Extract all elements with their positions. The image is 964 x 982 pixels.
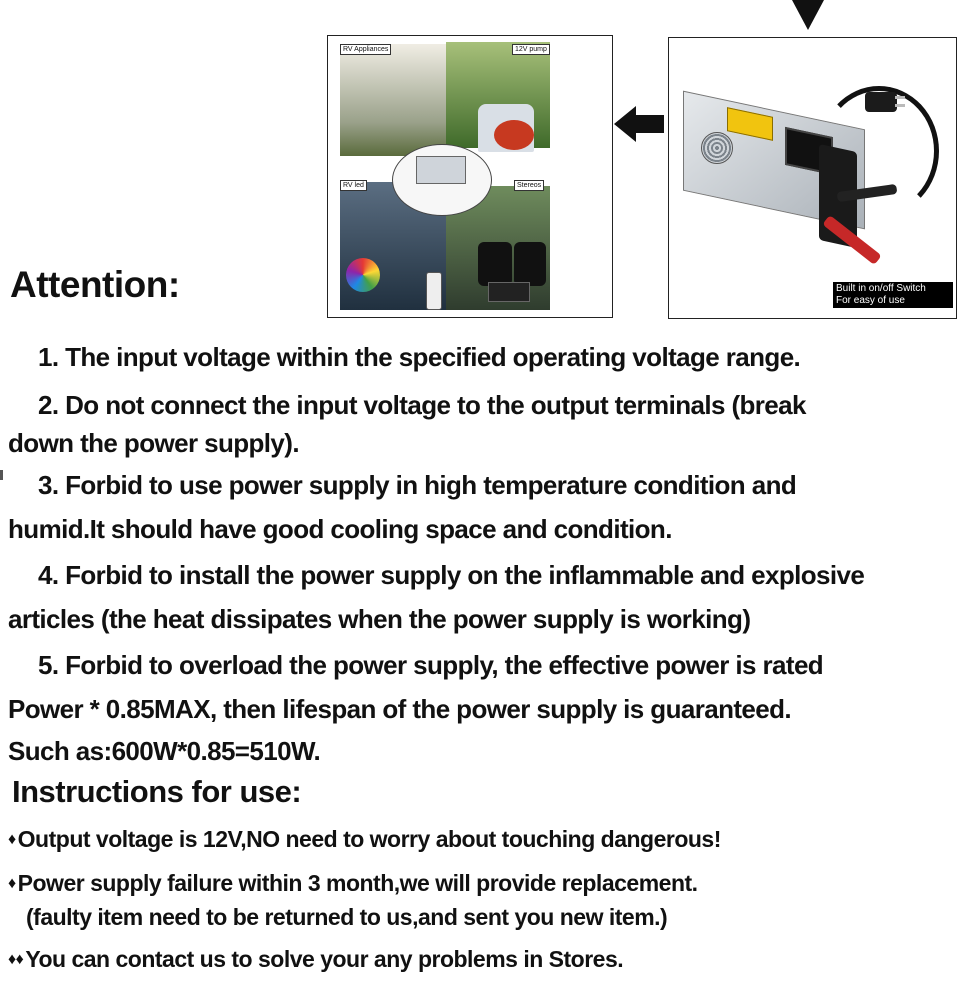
switch-caption-line-2: For easy of use <box>836 295 905 306</box>
speaker-icon <box>478 242 512 286</box>
radio-icon <box>488 282 530 302</box>
attention-line: 5. Forbid to overload the power supply, the effective power is rated <box>38 650 824 680</box>
attention-line: Such as:600W*0.85=510W. <box>8 736 321 766</box>
attention-line: 2. Do not connect the input voltage to the output terminals (break <box>38 390 806 420</box>
instruction-item-text: You can contact us to solve your any problems in Stores. <box>25 946 624 972</box>
instruction-item-continued: (faulty item need to be returned to us,and sent you new item.) <box>26 904 668 930</box>
remote-control-icon <box>426 272 442 310</box>
diamond-bullet-icon: ♦ <box>8 875 16 892</box>
attention-line: down the power supply). <box>8 428 299 458</box>
instruction-item <box>8 826 721 853</box>
rv-appliances-photo <box>340 44 450 156</box>
attention-line: 3. Forbid to use power supply in high temperature condition and <box>38 470 797 500</box>
plug-pins <box>895 96 905 99</box>
instructions-heading: Instructions for use: <box>12 774 302 809</box>
speaker-icon <box>514 242 546 286</box>
power-supply-thumbnail <box>416 156 466 184</box>
applications-collage-image <box>327 35 613 318</box>
edge-mark <box>0 470 3 480</box>
double-diamond-bullet-icon: ♦♦ <box>8 951 24 968</box>
collage-label-pump: 12V pump <box>512 44 550 55</box>
instruction-item-text: Output voltage is 12V,NO need to worry about touching dangerous! <box>17 826 721 852</box>
attention-line: humid.It should have good cooling space and condition. <box>8 514 672 544</box>
led-strip-icon <box>346 258 380 292</box>
instruction-item <box>8 870 698 897</box>
power-plug-icon <box>865 92 897 112</box>
pump-photo <box>494 120 534 150</box>
left-arrow-icon <box>614 112 666 136</box>
switch-caption <box>833 282 953 308</box>
attention-heading: Attention: <box>10 264 180 305</box>
attention-line: Power * 0.85MAX, then lifespan of the power supply is guaranteed. <box>8 694 792 724</box>
down-arrow-icon <box>792 0 824 30</box>
diamond-bullet-icon: ♦ <box>8 831 16 848</box>
collage-label-rv-appliances: RV Appliances <box>340 44 391 55</box>
attention-line: articles (the heat dissipates when the power supply is working) <box>8 604 751 634</box>
power-supply-product-image <box>668 37 957 319</box>
collage-label-rv-led: RV led <box>340 180 367 191</box>
collage-label-stereos: Stereos <box>514 180 544 191</box>
instruction-item <box>8 946 623 973</box>
switch-caption-line-1: Built in on/off Switch <box>836 283 926 294</box>
instruction-item-text: Power supply failure within 3 month,we will provide replacement. <box>17 870 698 896</box>
attention-line: 4. Forbid to install the power supply on the inflammable and explosive <box>38 560 865 590</box>
attention-line: 1. The input voltage within the specified operating voltage range. <box>38 342 801 372</box>
fan-icon <box>701 132 733 164</box>
